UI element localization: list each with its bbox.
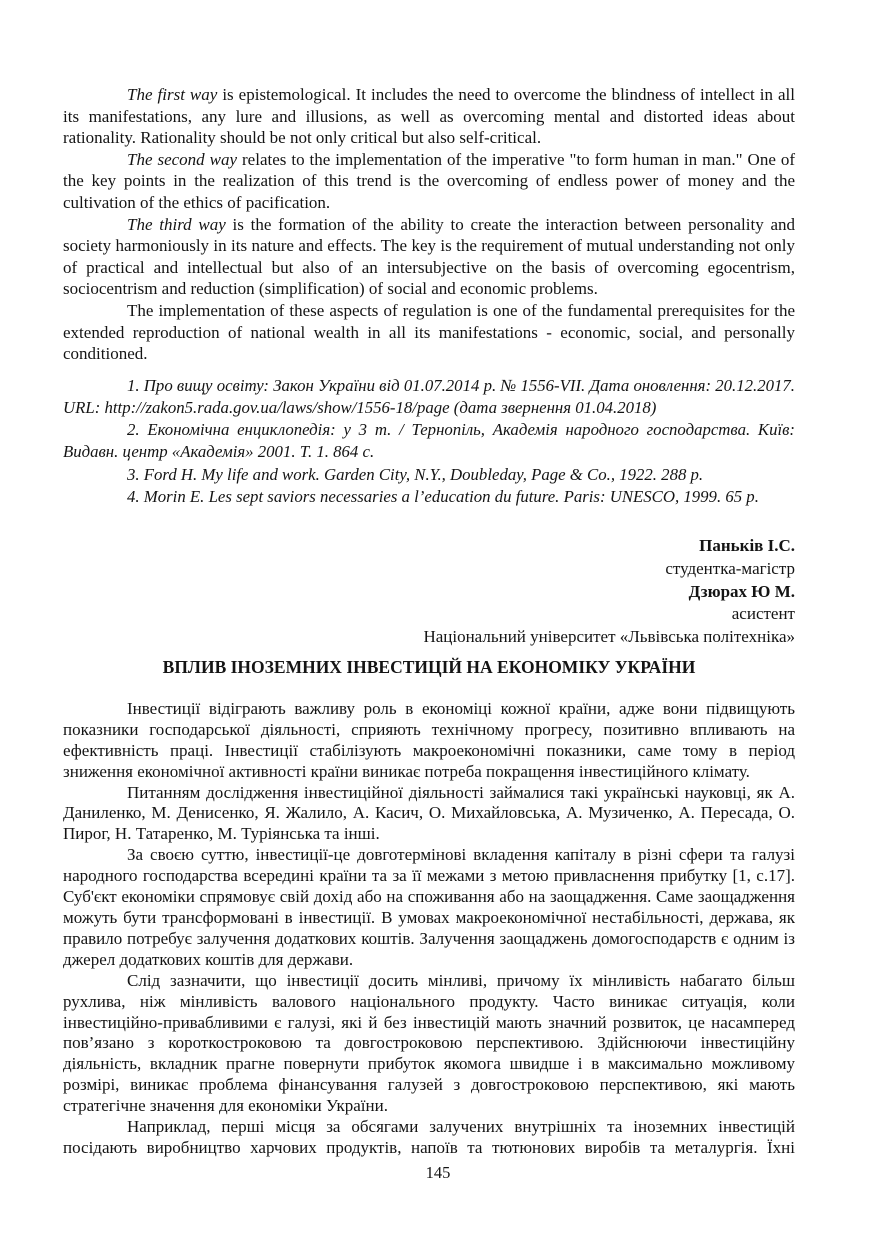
paragraph-text: is epistemological. It includes the need to overcome the blindness of intellect in all its manifestations, any lure and illusions, as well as overcoming mental and distorted ideas about rationality. Rationality should be not only critical but also self-critical. [63,85,795,148]
author-affiliation: Національний університет «Львівська політехніка» [423,627,795,647]
page-number: 145 [425,1163,451,1182]
italic-lead-second-way: The second way [127,149,238,169]
ukrainian-section [63,699,795,1159]
italic-lead-third-way: The third way [127,214,226,234]
italic-lead-first-way: The first way [127,85,218,104]
article-paragraph: Інвестиції відіграють важливу роль в економіці кожної країни, адже вони підвищують показники господарської діяльності, сприяють технічному прогресу, позитивно впливають на ефективність праці. Інвестиції стабілізують макроекономічні показники, саме тому в період зниження економічної активності країни виникає потреба покращення інвестиційного клімату. [63,698,795,781]
paragraph-text: is the formation of the ability to create the interaction between personality and society harmoniously in its nature and effects. The key is the requirement of mutual understanding not only of practical and intellectual but also of an intersubjective on the basis of overcoming egocentrism, sociocentrism and reduction (simplification) of social and economic problems. [63,214,795,299]
author-role: асистент [731,604,795,624]
article-paragraph: Слід зазначити, що інвестиції досить мінливі, причому їх мінливість набагато більш рухлива, ніж мінливість валового національного продукту. Часто виникає ситуація, коли інвестиційно-привабливими є галузі, які й без інвестицій мають значний розвиток, це насамперед пов’язано з короткостроковою та довгостроковою перспективою. Здійснюючи інвестиційну діяльність, вкладник прагне повернути прибуток якомога швидше і в максимально можливому розмірі, виникає проблема фінансування галузей з довгостроковою перспективою, які мають стратегічне значення для економіки України. [63,970,795,1116]
article-paragraph: За своєю суттю, інвестиції-це довготермінові вкладення капіталу в різні сфери та галузі народного господарства всередині країни та за її межами з метою привласнення прибутку [1, с.17]. Суб'єкт економіки спрямовує свій дохід або на споживання або на заощадження. Саме заощадження можуть бути трансформовані в інвестиції. В умовах макроекономічної нестабільності, держава, як правило потребує залучення додаткових коштів. Залучення заощаджень домогосподарств є одним із джерел додаткових коштів для держави. [63,845,795,969]
paragraph-implementation [63,300,795,365]
page-content [63,84,795,1159]
article-paragraph: Питанням дослідження інвестиційної діяльності займалися такі українські науковці, як А. Даниленко, М. Денисенко, Я. Жалило, А. Касич, О. Михайловська, А. Музиченко, А. Пересада, О. Пирог, Н. Татаренко, М. Туріянська та інші. [63,782,795,844]
english-section [63,84,795,365]
author-name: Паньків І.С. [699,535,795,555]
paragraph-text: The implementation of these aspects of regulation is one of the fundamental prerequisites for the extended reproduction of national wealth in all its manifestations - economic, social, and personally conditioned. [63,300,795,364]
reference-item: 4. Morin E. Les sept saviors necessaries a l’education du future. Paris: UNESCO, 1999. 65 p. [127,486,759,506]
paragraph-second-way [63,149,795,214]
reference-item: 2. Економічна енциклопедія: у 3 т. / Тернопіль, Академія народного господарства. Київ: Видавн. центр «Академія» 2001. Т. 1. 864 с. [63,420,795,462]
author-role: студентка-магістр [665,558,795,578]
author-name: Дзюрах Ю М. [688,581,795,601]
article-title: ВПЛИВ ІНОЗЕМНИХ ІНВЕСТИЦІЙ НА ЕКОНОМІКУ УКРАЇНИ [162,656,696,677]
paragraph-text: relates to the implementation of the imperative "to form human in man." One of the key points in the realization of this trend is the overcoming of endless power of money and the cultivation of the ethics of pacification. [63,149,796,212]
reference-item: 1. Про вищу освіту: Закон України від 01.07.2014 р. № 1556-VII. Дата оновлення: 20.12.2017. URL: http://zakon5.rada.gov.ua/laws/show/1556-18/page (дата звернення 01.04.2018) [63,375,795,417]
article-paragraph: Наприклад, перші місця за обсягами залучених внутрішніх та іноземних інвестицій посідають виробництво харчових продуктів, напоїв та тютюнових виробів та металургія. Їхні [63,1117,795,1157]
references-list [63,375,795,508]
author-block [63,535,795,649]
paragraph-first-way [63,84,795,149]
reference-item: 3. Ford H. My life and work. Garden City, N.Y., Doubleday, Page & Co., 1922. 288 p. [127,464,704,484]
paragraph-third-way [63,214,795,300]
